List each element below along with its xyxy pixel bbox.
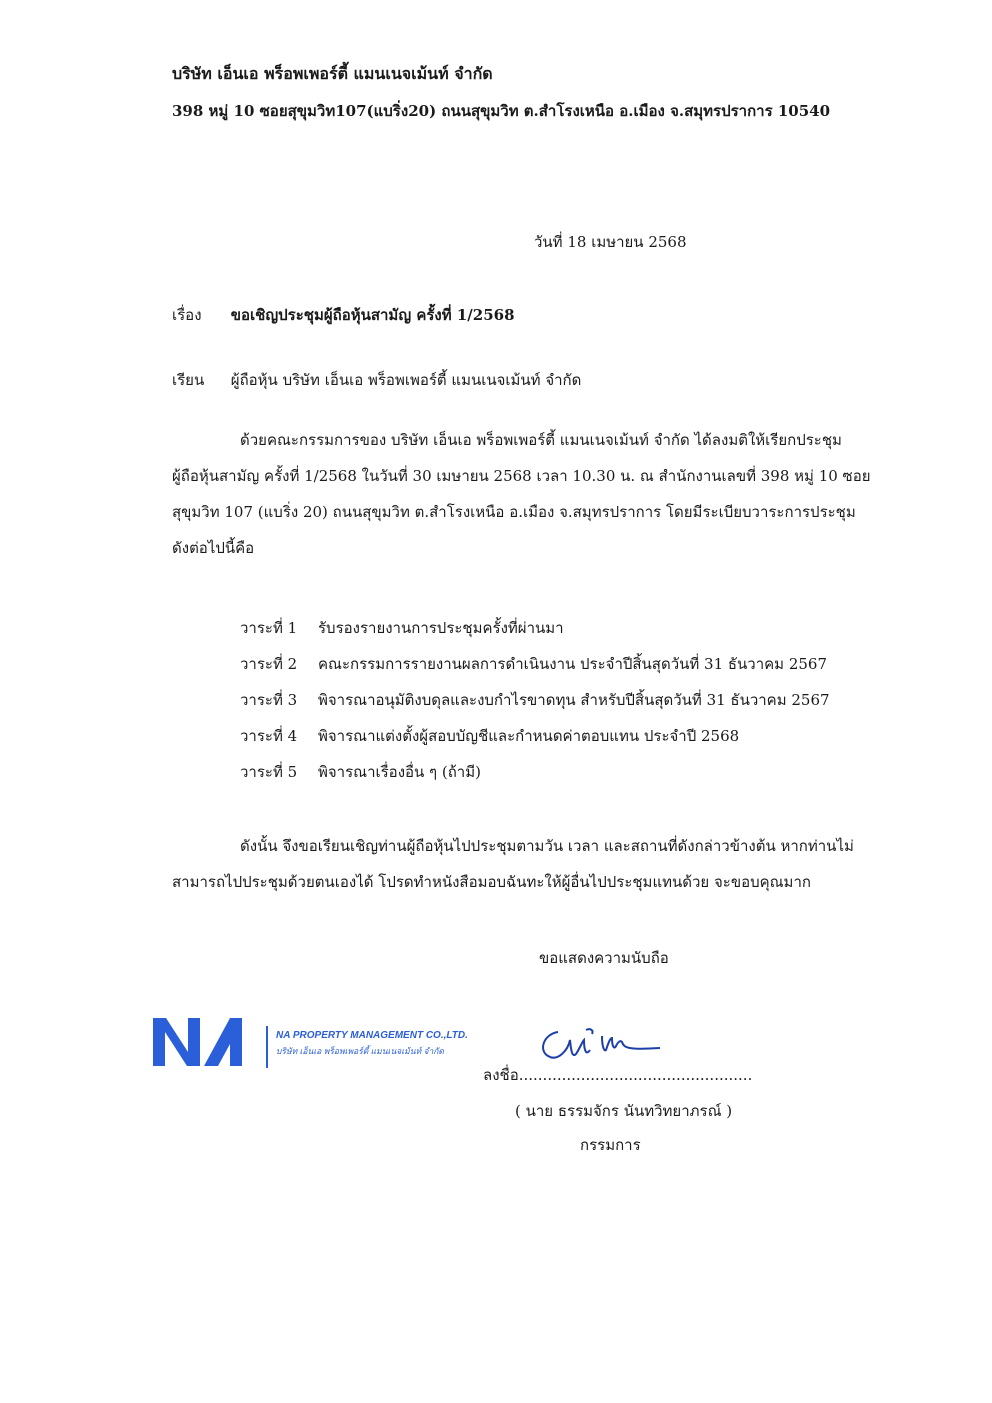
agenda-number: วาระที่ 2 bbox=[240, 655, 298, 673]
recipient-label: เรียน bbox=[172, 371, 205, 389]
agenda-list bbox=[240, 616, 830, 796]
agenda-number: วาระที่ 5 bbox=[240, 763, 298, 781]
logo-divider bbox=[266, 1026, 268, 1068]
agenda-text: พิจารณาเรื่องอื่น ๆ (ถ้ามี) bbox=[318, 763, 481, 781]
agenda-text: พิจารณาอนุมัติงบดุลและงบกำไรขาดทุน สำหรับปีสิ้นสุดวันที่ 31 ธันวาคม 2567 bbox=[318, 691, 830, 709]
company-name: บริษัท เอ็นเอ พร็อพเพอร์ตี้ แมนเนจเม้นท์ จำกัด bbox=[172, 64, 493, 83]
subject-line bbox=[172, 303, 515, 327]
company-address: 398 หมู่ 10 ซอยสุขุมวิท107(แบริ่ง20) ถนนสุขุมวิท ต.สำโรงเหนือ อ.เมือง จ.สมุทรปราการ 10540 bbox=[172, 102, 831, 120]
agenda-number: วาระที่ 3 bbox=[240, 691, 298, 709]
letter-date: วันที่ 18 เมษายน 2568 bbox=[534, 233, 687, 251]
agenda-text: รับรองรายงานการประชุมครั้งที่ผ่านมา bbox=[318, 619, 564, 637]
company-logo bbox=[150, 1012, 490, 1072]
agenda-item bbox=[240, 616, 830, 652]
agenda-item bbox=[240, 688, 830, 724]
signatory-name: ( นาย ธรรมจักร นันทวิทยาภรณ์ ) bbox=[515, 1102, 733, 1120]
na-logo-icon bbox=[150, 1012, 260, 1072]
signatory-title: กรรมการ bbox=[580, 1136, 641, 1154]
body-line: ดังต่อไปนี้คือ bbox=[172, 539, 255, 557]
agenda-item bbox=[240, 760, 830, 796]
agenda-item bbox=[240, 652, 830, 688]
body-line: ด้วยคณะกรรมการของ บริษัท เอ็นเอ พร็อพเพอร์ตี้ แมนเนจเม้นท์ จำกัด ได้ลงมติให้เรียกประชุม bbox=[240, 431, 842, 449]
closing-line: ดังนั้น จึงขอเรียนเชิญท่านผู้ถือหุ้นไปประชุมตามวัน เวลา และสถานที่ดังกล่าวข้างต้น หากท่านไม่ bbox=[240, 837, 854, 855]
body-line: สุขุมวิท 107 (แบริ่ง 20) ถนนสุขุมวิท ต.สำโรงเหนือ อ.เมือง จ.สมุทรปราการ โดยมีระเบียบวาระการประชุม bbox=[172, 503, 856, 521]
agenda-number: วาระที่ 4 bbox=[240, 727, 298, 745]
logo-thai-name: บริษัท เอ็นเอ พร็อพเพอร์ตี้ แมนเนจเม้นท์ จำกัด bbox=[276, 1046, 444, 1056]
agenda-item bbox=[240, 724, 830, 760]
body-line: ผู้ถือหุ้นสามัญ ครั้งที่ 1/2568 ในวันที่ 30 เมษายน 2568 เวลา 10.30 น. ณ สำนักงานเลขที่ 398 หมู่ 10 ซอย bbox=[172, 467, 871, 485]
agenda-number: วาระที่ 1 bbox=[240, 619, 298, 637]
regards: ขอแสดงความนับถือ bbox=[539, 949, 669, 967]
agenda-text: คณะกรรมการรายงานผลการดำเนินงาน ประจำปีสิ้นสุดวันที่ 31 ธันวาคม 2567 bbox=[318, 655, 828, 673]
recipient-text: ผู้ถือหุ้น บริษัท เอ็นเอ พร็อพเพอร์ตี้ แมนเนจเม้นท์ จำกัด bbox=[230, 371, 582, 389]
closing-line: สามารถไปประชุมด้วยตนเองได้ โปรดทำหนังสือมอบฉันทะให้ผู้อื่นไปประชุมแทนด้วย จะขอบคุณมาก bbox=[172, 873, 811, 891]
agenda-text: พิจารณาแต่งตั้งผู้สอบบัญชีและกำหนดค่าตอบแทน ประจำปี 2568 bbox=[318, 727, 740, 745]
recipient-line bbox=[172, 368, 581, 392]
subject-label: เรื่อง bbox=[172, 306, 202, 324]
signature-line: ลงชื่อ................................................. bbox=[483, 1066, 753, 1084]
subject-text: ขอเชิญประชุมผู้ถือหุ้นสามัญ ครั้งที่ 1/2568 bbox=[230, 306, 515, 324]
closing-paragraph bbox=[172, 828, 854, 900]
body-paragraph bbox=[172, 422, 871, 566]
logo-english-name: NA PROPERTY MANAGEMENT CO.,LTD. bbox=[276, 1030, 468, 1041]
